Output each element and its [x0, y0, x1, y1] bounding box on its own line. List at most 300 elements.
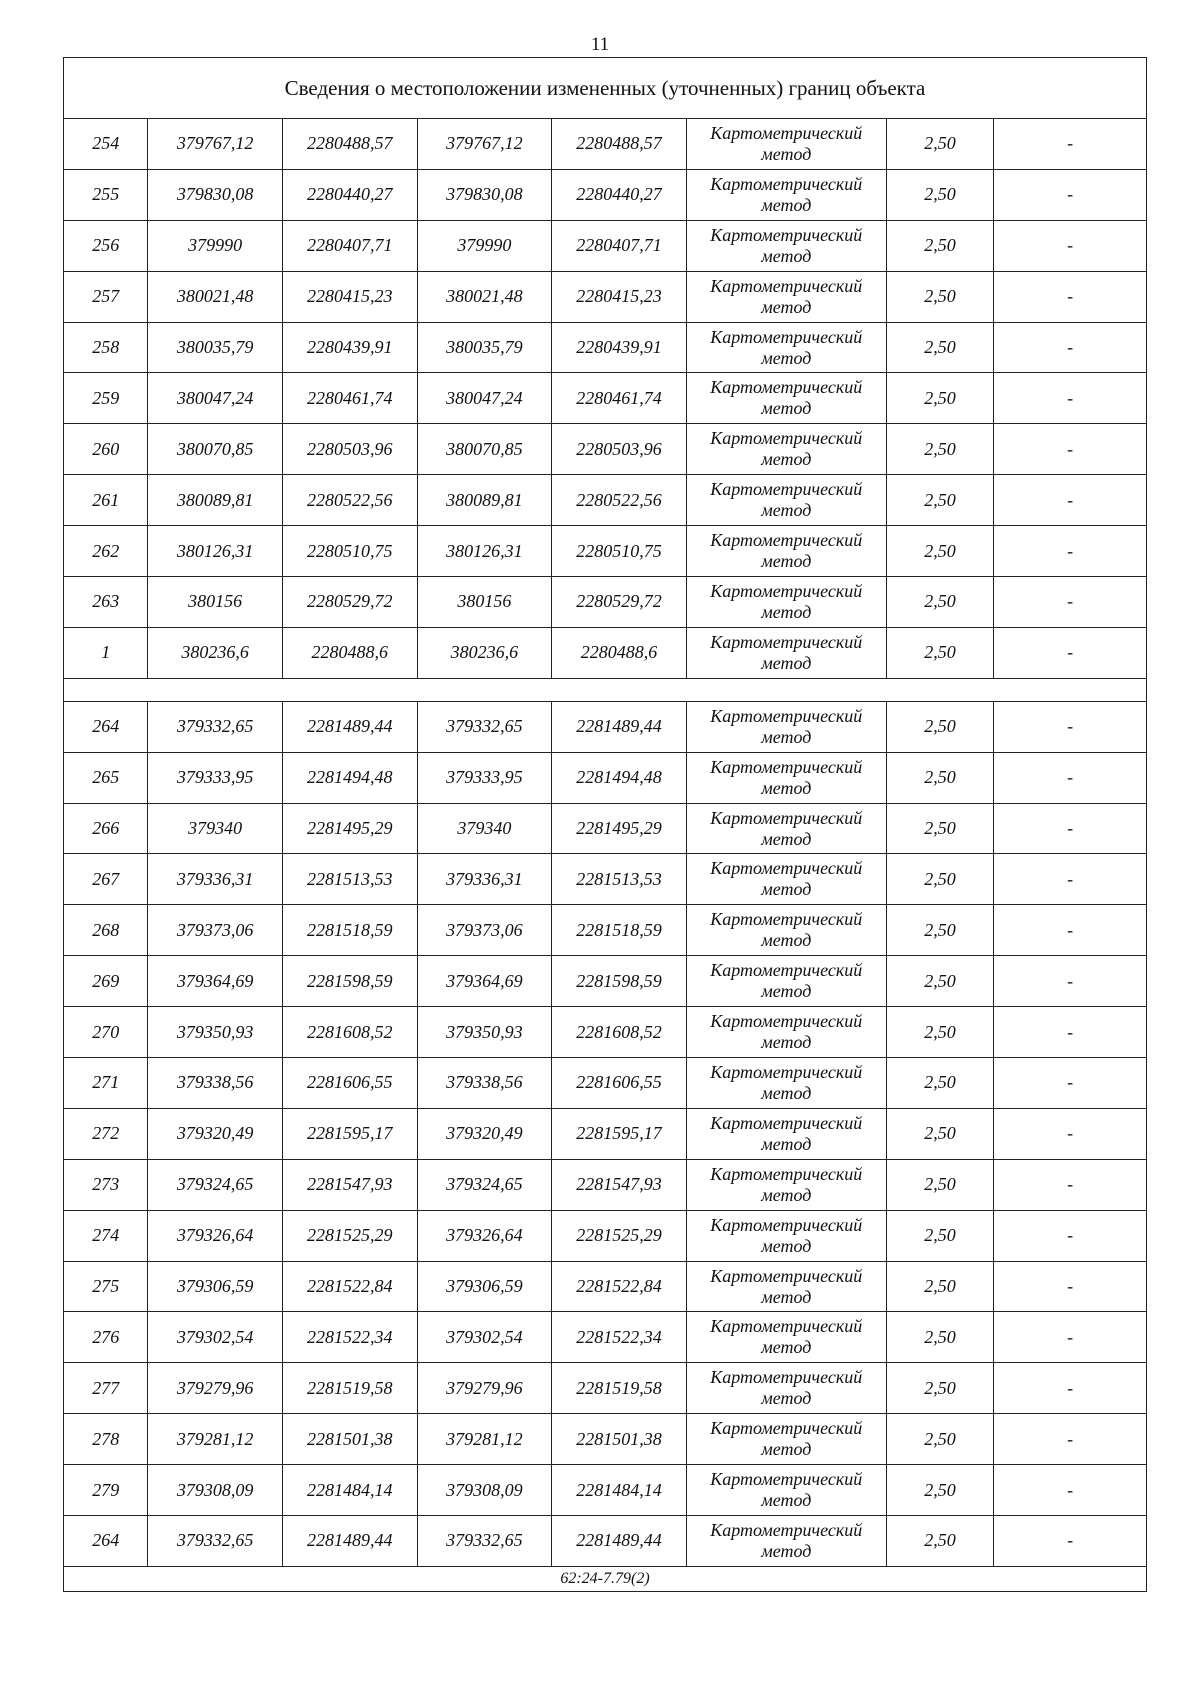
x-refined-cell: 379338,56 — [417, 1058, 552, 1109]
table-row — [64, 701, 1147, 752]
x-existing-cell: 379326,64 — [148, 1210, 283, 1261]
method-cell — [686, 322, 886, 373]
y-refined-cell: 2281484,14 — [552, 1465, 687, 1516]
x-existing-cell: 379281,12 — [148, 1414, 283, 1465]
method-line-1: Картометрический — [710, 1112, 863, 1133]
y-existing-cell: 2281513,53 — [282, 854, 417, 905]
description-cell: - — [994, 627, 1147, 678]
x-refined-cell: 379350,93 — [417, 1007, 552, 1058]
y-existing-cell: 2280415,23 — [282, 271, 417, 322]
method-line-2: метод — [761, 726, 812, 747]
y-refined-cell: 2280439,91 — [552, 322, 687, 373]
table-row — [64, 119, 1147, 170]
y-refined-cell: 2281513,53 — [552, 854, 687, 905]
method-cell — [686, 1414, 886, 1465]
y-existing-cell: 2280439,91 — [282, 322, 417, 373]
table-row — [64, 475, 1147, 526]
x-refined-cell: 380047,24 — [417, 373, 552, 424]
method-line-1: Картометрический — [710, 1163, 863, 1184]
method-cell — [686, 1516, 886, 1567]
y-existing-cell: 2280529,72 — [282, 577, 417, 628]
y-refined-cell: 2280488,6 — [552, 627, 687, 678]
y-existing-cell: 2280461,74 — [282, 373, 417, 424]
point-number-cell: 261 — [64, 475, 148, 526]
y-refined-cell: 2281494,48 — [552, 752, 687, 803]
x-existing-cell: 379336,31 — [148, 854, 283, 905]
y-existing-cell: 2281525,29 — [282, 1210, 417, 1261]
accuracy-cell: 2,50 — [886, 1363, 993, 1414]
x-refined-cell: 379830,08 — [417, 169, 552, 220]
point-number-cell: 267 — [64, 854, 148, 905]
method-line-1: Картометрический — [710, 173, 863, 194]
y-existing-cell: 2280522,56 — [282, 475, 417, 526]
method-line-1: Картометрический — [710, 326, 863, 347]
method-line-2: метод — [761, 930, 812, 951]
method-cell — [686, 627, 886, 678]
y-refined-cell: 2281595,17 — [552, 1108, 687, 1159]
accuracy-cell: 2,50 — [886, 169, 993, 220]
method-line-2: метод — [761, 1540, 812, 1561]
y-refined-cell: 2281522,84 — [552, 1261, 687, 1312]
accuracy-cell: 2,50 — [886, 803, 993, 854]
x-existing-cell: 379340 — [148, 803, 283, 854]
point-number-cell: 255 — [64, 169, 148, 220]
y-existing-cell: 2281595,17 — [282, 1108, 417, 1159]
method-line-2: метод — [761, 1490, 812, 1511]
x-existing-cell: 380236,6 — [148, 627, 283, 678]
accuracy-cell: 2,50 — [886, 752, 993, 803]
accuracy-cell: 2,50 — [886, 424, 993, 475]
x-existing-cell: 379306,59 — [148, 1261, 283, 1312]
description-cell: - — [994, 803, 1147, 854]
method-line-2: метод — [761, 981, 812, 1002]
y-existing-cell: 2280503,96 — [282, 424, 417, 475]
point-number-cell: 266 — [64, 803, 148, 854]
accuracy-cell: 2,50 — [886, 271, 993, 322]
description-cell: - — [994, 526, 1147, 577]
method-line-1: Картометрический — [710, 1519, 863, 1540]
description-cell: - — [994, 1261, 1147, 1312]
point-number-cell: 256 — [64, 220, 148, 271]
x-existing-cell: 380156 — [148, 577, 283, 628]
x-existing-cell: 380047,24 — [148, 373, 283, 424]
method-line-1: Картометрический — [710, 122, 863, 143]
method-cell — [686, 956, 886, 1007]
table-row — [64, 1516, 1147, 1567]
table-row — [64, 803, 1147, 854]
x-refined-cell: 380236,6 — [417, 627, 552, 678]
description-cell: - — [994, 577, 1147, 628]
point-number-cell: 1 — [64, 627, 148, 678]
table-row — [64, 1210, 1147, 1261]
method-line-2: метод — [761, 828, 812, 849]
method-line-2: метод — [761, 652, 812, 673]
method-line-2: метод — [761, 1082, 812, 1103]
y-refined-cell: 2281489,44 — [552, 1516, 687, 1567]
table-footer-code: 62:24-7.79(2) — [64, 1566, 1147, 1591]
y-existing-cell: 2281522,34 — [282, 1312, 417, 1363]
point-number-cell: 264 — [64, 1516, 148, 1567]
method-line-2: метод — [761, 143, 812, 164]
x-refined-cell: 379302,54 — [417, 1312, 552, 1363]
method-line-2: метод — [761, 1133, 812, 1154]
x-existing-cell: 380035,79 — [148, 322, 283, 373]
point-number-cell: 275 — [64, 1261, 148, 1312]
method-cell — [686, 1312, 886, 1363]
method-line-2: метод — [761, 551, 812, 572]
description-cell: - — [994, 905, 1147, 956]
method-cell — [686, 169, 886, 220]
description-cell: - — [994, 271, 1147, 322]
method-cell — [686, 1210, 886, 1261]
method-line-2: метод — [761, 1286, 812, 1307]
accuracy-cell: 2,50 — [886, 905, 993, 956]
x-existing-cell: 380126,31 — [148, 526, 283, 577]
y-refined-cell: 2281489,44 — [552, 701, 687, 752]
method-line-1: Картометрический — [710, 428, 863, 449]
table-row — [64, 1465, 1147, 1516]
section-separator-row — [64, 678, 1147, 701]
method-cell — [686, 1159, 886, 1210]
method-line-1: Картометрический — [710, 1469, 863, 1490]
y-existing-cell: 2281484,14 — [282, 1465, 417, 1516]
x-existing-cell: 380070,85 — [148, 424, 283, 475]
description-cell: - — [994, 701, 1147, 752]
table-row — [64, 1312, 1147, 1363]
method-line-2: метод — [761, 879, 812, 900]
table-row — [64, 905, 1147, 956]
method-line-1: Картометрический — [710, 479, 863, 500]
method-line-1: Картометрический — [710, 1316, 863, 1337]
x-refined-cell: 379332,65 — [417, 701, 552, 752]
point-number-cell: 254 — [64, 119, 148, 170]
table-row — [64, 1058, 1147, 1109]
method-cell — [686, 271, 886, 322]
method-cell — [686, 752, 886, 803]
table-row — [64, 1007, 1147, 1058]
accuracy-cell: 2,50 — [886, 627, 993, 678]
method-cell — [686, 373, 886, 424]
point-number-cell: 258 — [64, 322, 148, 373]
method-line-2: метод — [761, 296, 812, 317]
y-refined-cell: 2281547,93 — [552, 1159, 687, 1210]
description-cell: - — [994, 1516, 1147, 1567]
description-cell: - — [994, 1363, 1147, 1414]
y-refined-cell: 2280440,27 — [552, 169, 687, 220]
accuracy-cell: 2,50 — [886, 1108, 993, 1159]
table-row — [64, 1108, 1147, 1159]
method-line-1: Картометрический — [710, 858, 863, 879]
method-cell — [686, 803, 886, 854]
x-existing-cell: 379308,09 — [148, 1465, 283, 1516]
x-refined-cell: 379340 — [417, 803, 552, 854]
y-existing-cell: 2281522,84 — [282, 1261, 417, 1312]
table-row — [64, 1261, 1147, 1312]
table-row — [64, 1414, 1147, 1465]
table-row — [64, 169, 1147, 220]
method-line-2: метод — [761, 601, 812, 622]
table-row — [64, 220, 1147, 271]
table-row — [64, 424, 1147, 475]
accuracy-cell: 2,50 — [886, 1516, 993, 1567]
method-cell — [686, 1363, 886, 1414]
y-refined-cell: 2280407,71 — [552, 220, 687, 271]
x-existing-cell: 379373,06 — [148, 905, 283, 956]
y-existing-cell: 2281608,52 — [282, 1007, 417, 1058]
method-line-1: Картометрический — [710, 1061, 863, 1082]
description-cell: - — [994, 169, 1147, 220]
method-line-2: метод — [761, 398, 812, 419]
y-existing-cell: 2280488,6 — [282, 627, 417, 678]
method-line-1: Картометрический — [710, 631, 863, 652]
point-number-cell: 263 — [64, 577, 148, 628]
x-refined-cell: 379281,12 — [417, 1414, 552, 1465]
accuracy-cell: 2,50 — [886, 701, 993, 752]
method-cell — [686, 577, 886, 628]
x-refined-cell: 379326,64 — [417, 1210, 552, 1261]
x-refined-cell: 379324,65 — [417, 1159, 552, 1210]
accuracy-cell: 2,50 — [886, 220, 993, 271]
accuracy-cell: 2,50 — [886, 1007, 993, 1058]
method-line-2: метод — [761, 347, 812, 368]
accuracy-cell: 2,50 — [886, 1159, 993, 1210]
accuracy-cell: 2,50 — [886, 526, 993, 577]
x-existing-cell: 379338,56 — [148, 1058, 283, 1109]
page-number: 11 — [590, 34, 610, 55]
method-cell — [686, 905, 886, 956]
y-existing-cell: 2281547,93 — [282, 1159, 417, 1210]
x-refined-cell: 379990 — [417, 220, 552, 271]
description-cell: - — [994, 1210, 1147, 1261]
y-existing-cell: 2281489,44 — [282, 701, 417, 752]
method-cell — [686, 1007, 886, 1058]
y-existing-cell: 2280407,71 — [282, 220, 417, 271]
method-cell — [686, 1261, 886, 1312]
point-number-cell: 271 — [64, 1058, 148, 1109]
table-row — [64, 854, 1147, 905]
description-cell: - — [994, 1007, 1147, 1058]
point-number-cell: 277 — [64, 1363, 148, 1414]
method-line-2: метод — [761, 500, 812, 521]
description-cell: - — [994, 1108, 1147, 1159]
point-number-cell: 276 — [64, 1312, 148, 1363]
x-existing-cell: 379279,96 — [148, 1363, 283, 1414]
method-line-1: Картометрический — [710, 807, 863, 828]
y-refined-cell: 2280529,72 — [552, 577, 687, 628]
method-line-2: метод — [761, 245, 812, 266]
x-existing-cell: 379324,65 — [148, 1159, 283, 1210]
y-existing-cell: 2281598,59 — [282, 956, 417, 1007]
table-row — [64, 752, 1147, 803]
y-refined-cell: 2281525,29 — [552, 1210, 687, 1261]
method-cell — [686, 220, 886, 271]
description-cell: - — [994, 1465, 1147, 1516]
y-existing-cell: 2280440,27 — [282, 169, 417, 220]
description-cell: - — [994, 220, 1147, 271]
method-cell — [686, 475, 886, 526]
x-existing-cell: 380021,48 — [148, 271, 283, 322]
description-cell: - — [994, 752, 1147, 803]
method-line-1: Картометрический — [710, 580, 863, 601]
description-cell: - — [994, 424, 1147, 475]
x-refined-cell: 379767,12 — [417, 119, 552, 170]
description-cell: - — [994, 1414, 1147, 1465]
y-existing-cell: 2281518,59 — [282, 905, 417, 956]
description-cell: - — [994, 1159, 1147, 1210]
table-footer-row — [64, 1566, 1147, 1591]
point-number-cell: 264 — [64, 701, 148, 752]
x-refined-cell: 379332,65 — [417, 1516, 552, 1567]
point-number-cell: 270 — [64, 1007, 148, 1058]
method-line-1: Картометрический — [710, 275, 863, 296]
x-refined-cell: 379308,09 — [417, 1465, 552, 1516]
description-cell: - — [994, 956, 1147, 1007]
x-refined-cell: 379279,96 — [417, 1363, 552, 1414]
method-line-1: Картометрический — [710, 756, 863, 777]
point-number-cell: 265 — [64, 752, 148, 803]
description-cell: - — [994, 475, 1147, 526]
x-refined-cell: 380021,48 — [417, 271, 552, 322]
method-line-1: Картометрический — [710, 1265, 863, 1286]
method-line-2: метод — [761, 1337, 812, 1358]
point-number-cell: 260 — [64, 424, 148, 475]
method-cell — [686, 1058, 886, 1109]
y-refined-cell: 2280503,96 — [552, 424, 687, 475]
x-existing-cell: 380089,81 — [148, 475, 283, 526]
point-number-cell: 279 — [64, 1465, 148, 1516]
y-refined-cell: 2280415,23 — [552, 271, 687, 322]
description-cell: - — [994, 119, 1147, 170]
x-existing-cell: 379302,54 — [148, 1312, 283, 1363]
x-refined-cell: 380070,85 — [417, 424, 552, 475]
method-line-2: метод — [761, 777, 812, 798]
x-refined-cell: 379306,59 — [417, 1261, 552, 1312]
point-number-cell: 274 — [64, 1210, 148, 1261]
method-line-1: Картометрический — [710, 530, 863, 551]
point-number-cell: 273 — [64, 1159, 148, 1210]
y-refined-cell: 2281501,38 — [552, 1414, 687, 1465]
method-line-1: Картометрический — [710, 1011, 863, 1032]
accuracy-cell: 2,50 — [886, 373, 993, 424]
accuracy-cell: 2,50 — [886, 119, 993, 170]
table-row — [64, 577, 1147, 628]
x-existing-cell: 379830,08 — [148, 169, 283, 220]
x-existing-cell: 379350,93 — [148, 1007, 283, 1058]
method-line-2: метод — [761, 194, 812, 215]
point-number-cell: 272 — [64, 1108, 148, 1159]
x-existing-cell: 379364,69 — [148, 956, 283, 1007]
x-refined-cell: 379364,69 — [417, 956, 552, 1007]
table-row — [64, 1363, 1147, 1414]
x-existing-cell: 379332,65 — [148, 1516, 283, 1567]
method-cell — [686, 1108, 886, 1159]
y-existing-cell: 2280510,75 — [282, 526, 417, 577]
method-line-2: метод — [761, 1235, 812, 1256]
description-cell: - — [994, 1058, 1147, 1109]
y-refined-cell: 2281522,34 — [552, 1312, 687, 1363]
y-refined-cell: 2280522,56 — [552, 475, 687, 526]
y-existing-cell: 2281606,55 — [282, 1058, 417, 1109]
method-line-1: Картометрический — [710, 909, 863, 930]
point-number-cell: 259 — [64, 373, 148, 424]
method-cell — [686, 701, 886, 752]
y-refined-cell: 2280510,75 — [552, 526, 687, 577]
accuracy-cell: 2,50 — [886, 1414, 993, 1465]
point-number-cell: 257 — [64, 271, 148, 322]
y-existing-cell: 2280488,57 — [282, 119, 417, 170]
x-existing-cell: 379990 — [148, 220, 283, 271]
method-line-2: метод — [761, 1032, 812, 1053]
x-existing-cell: 379767,12 — [148, 119, 283, 170]
x-existing-cell: 379320,49 — [148, 1108, 283, 1159]
method-cell — [686, 526, 886, 577]
y-existing-cell: 2281489,44 — [282, 1516, 417, 1567]
method-line-2: метод — [761, 1439, 812, 1460]
accuracy-cell: 2,50 — [886, 1312, 993, 1363]
y-existing-cell: 2281495,29 — [282, 803, 417, 854]
method-cell — [686, 854, 886, 905]
point-number-cell: 268 — [64, 905, 148, 956]
table-row — [64, 956, 1147, 1007]
accuracy-cell: 2,50 — [886, 577, 993, 628]
y-refined-cell: 2281519,58 — [552, 1363, 687, 1414]
method-line-1: Картометрический — [710, 1418, 863, 1439]
x-refined-cell: 379336,31 — [417, 854, 552, 905]
accuracy-cell: 2,50 — [886, 475, 993, 526]
x-refined-cell: 379320,49 — [417, 1108, 552, 1159]
accuracy-cell: 2,50 — [886, 854, 993, 905]
table-row — [64, 322, 1147, 373]
x-refined-cell: 379373,06 — [417, 905, 552, 956]
x-refined-cell: 380089,81 — [417, 475, 552, 526]
boundary-coordinates-table — [63, 57, 1147, 1592]
y-existing-cell: 2281494,48 — [282, 752, 417, 803]
method-cell — [686, 424, 886, 475]
y-existing-cell: 2281501,38 — [282, 1414, 417, 1465]
table-row — [64, 271, 1147, 322]
y-refined-cell: 2280461,74 — [552, 373, 687, 424]
y-refined-cell: 2281495,29 — [552, 803, 687, 854]
method-line-1: Картометрический — [710, 1214, 863, 1235]
table-row — [64, 1159, 1147, 1210]
x-refined-cell: 379333,95 — [417, 752, 552, 803]
y-refined-cell: 2280488,57 — [552, 119, 687, 170]
table-row — [64, 627, 1147, 678]
description-cell: - — [994, 322, 1147, 373]
y-refined-cell: 2281518,59 — [552, 905, 687, 956]
x-refined-cell: 380126,31 — [417, 526, 552, 577]
method-line-2: метод — [761, 1388, 812, 1409]
table-row — [64, 526, 1147, 577]
method-line-2: метод — [761, 1184, 812, 1205]
point-number-cell: 269 — [64, 956, 148, 1007]
description-cell: - — [994, 373, 1147, 424]
method-cell — [686, 1465, 886, 1516]
x-refined-cell: 380035,79 — [417, 322, 552, 373]
x-existing-cell: 379332,65 — [148, 701, 283, 752]
accuracy-cell: 2,50 — [886, 1210, 993, 1261]
method-line-1: Картометрический — [710, 1367, 863, 1388]
method-line-1: Картометрический — [710, 224, 863, 245]
table-title: Сведения о местоположении измененных (уточненных) границ объекта — [64, 58, 1147, 119]
accuracy-cell: 2,50 — [886, 956, 993, 1007]
table-row — [64, 373, 1147, 424]
method-line-1: Картометрический — [710, 377, 863, 398]
x-refined-cell: 380156 — [417, 577, 552, 628]
x-existing-cell: 379333,95 — [148, 752, 283, 803]
method-line-1: Картометрический — [710, 960, 863, 981]
point-number-cell: 262 — [64, 526, 148, 577]
